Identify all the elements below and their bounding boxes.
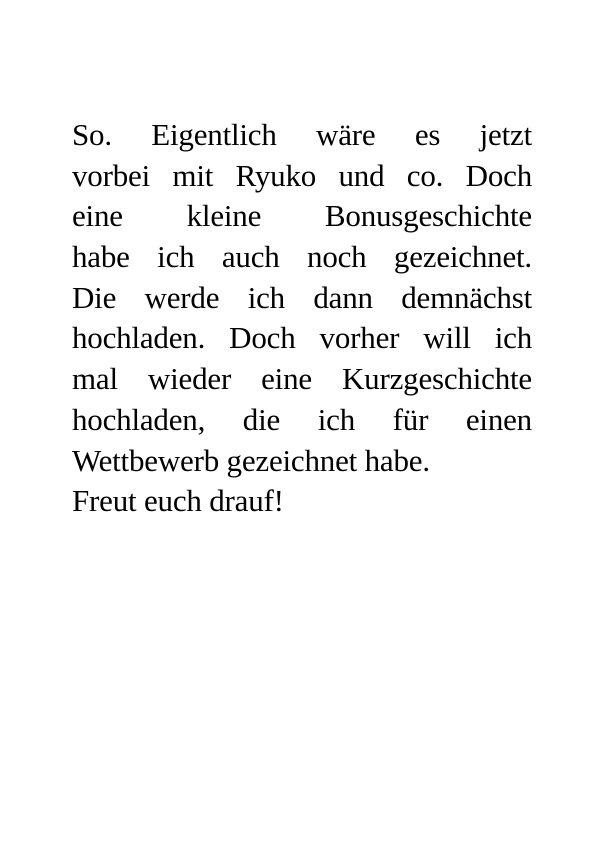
text-line: mal wieder eine Kurzgeschichte: [72, 361, 532, 397]
text-line: Wettbewerb gezeichnet habe.: [72, 442, 430, 478]
text-line: vorbei mit Ryuko und co. Doch: [72, 157, 532, 193]
body-paragraph: [72, 115, 532, 522]
text-line: hochladen, die ich für einen: [72, 401, 532, 437]
text-line: hochladen. Doch vorher will ich: [72, 320, 532, 356]
text-line: Die werde ich dann demnächst: [72, 279, 532, 315]
text-line: eine kleine Bonusgeschichte: [72, 198, 532, 234]
text-line: Freut euch drauf!: [72, 483, 284, 519]
text-line: habe ich auch noch gezeichnet.: [72, 239, 532, 275]
text-line: So. Eigentlich wäre es jetzt: [72, 117, 532, 152]
